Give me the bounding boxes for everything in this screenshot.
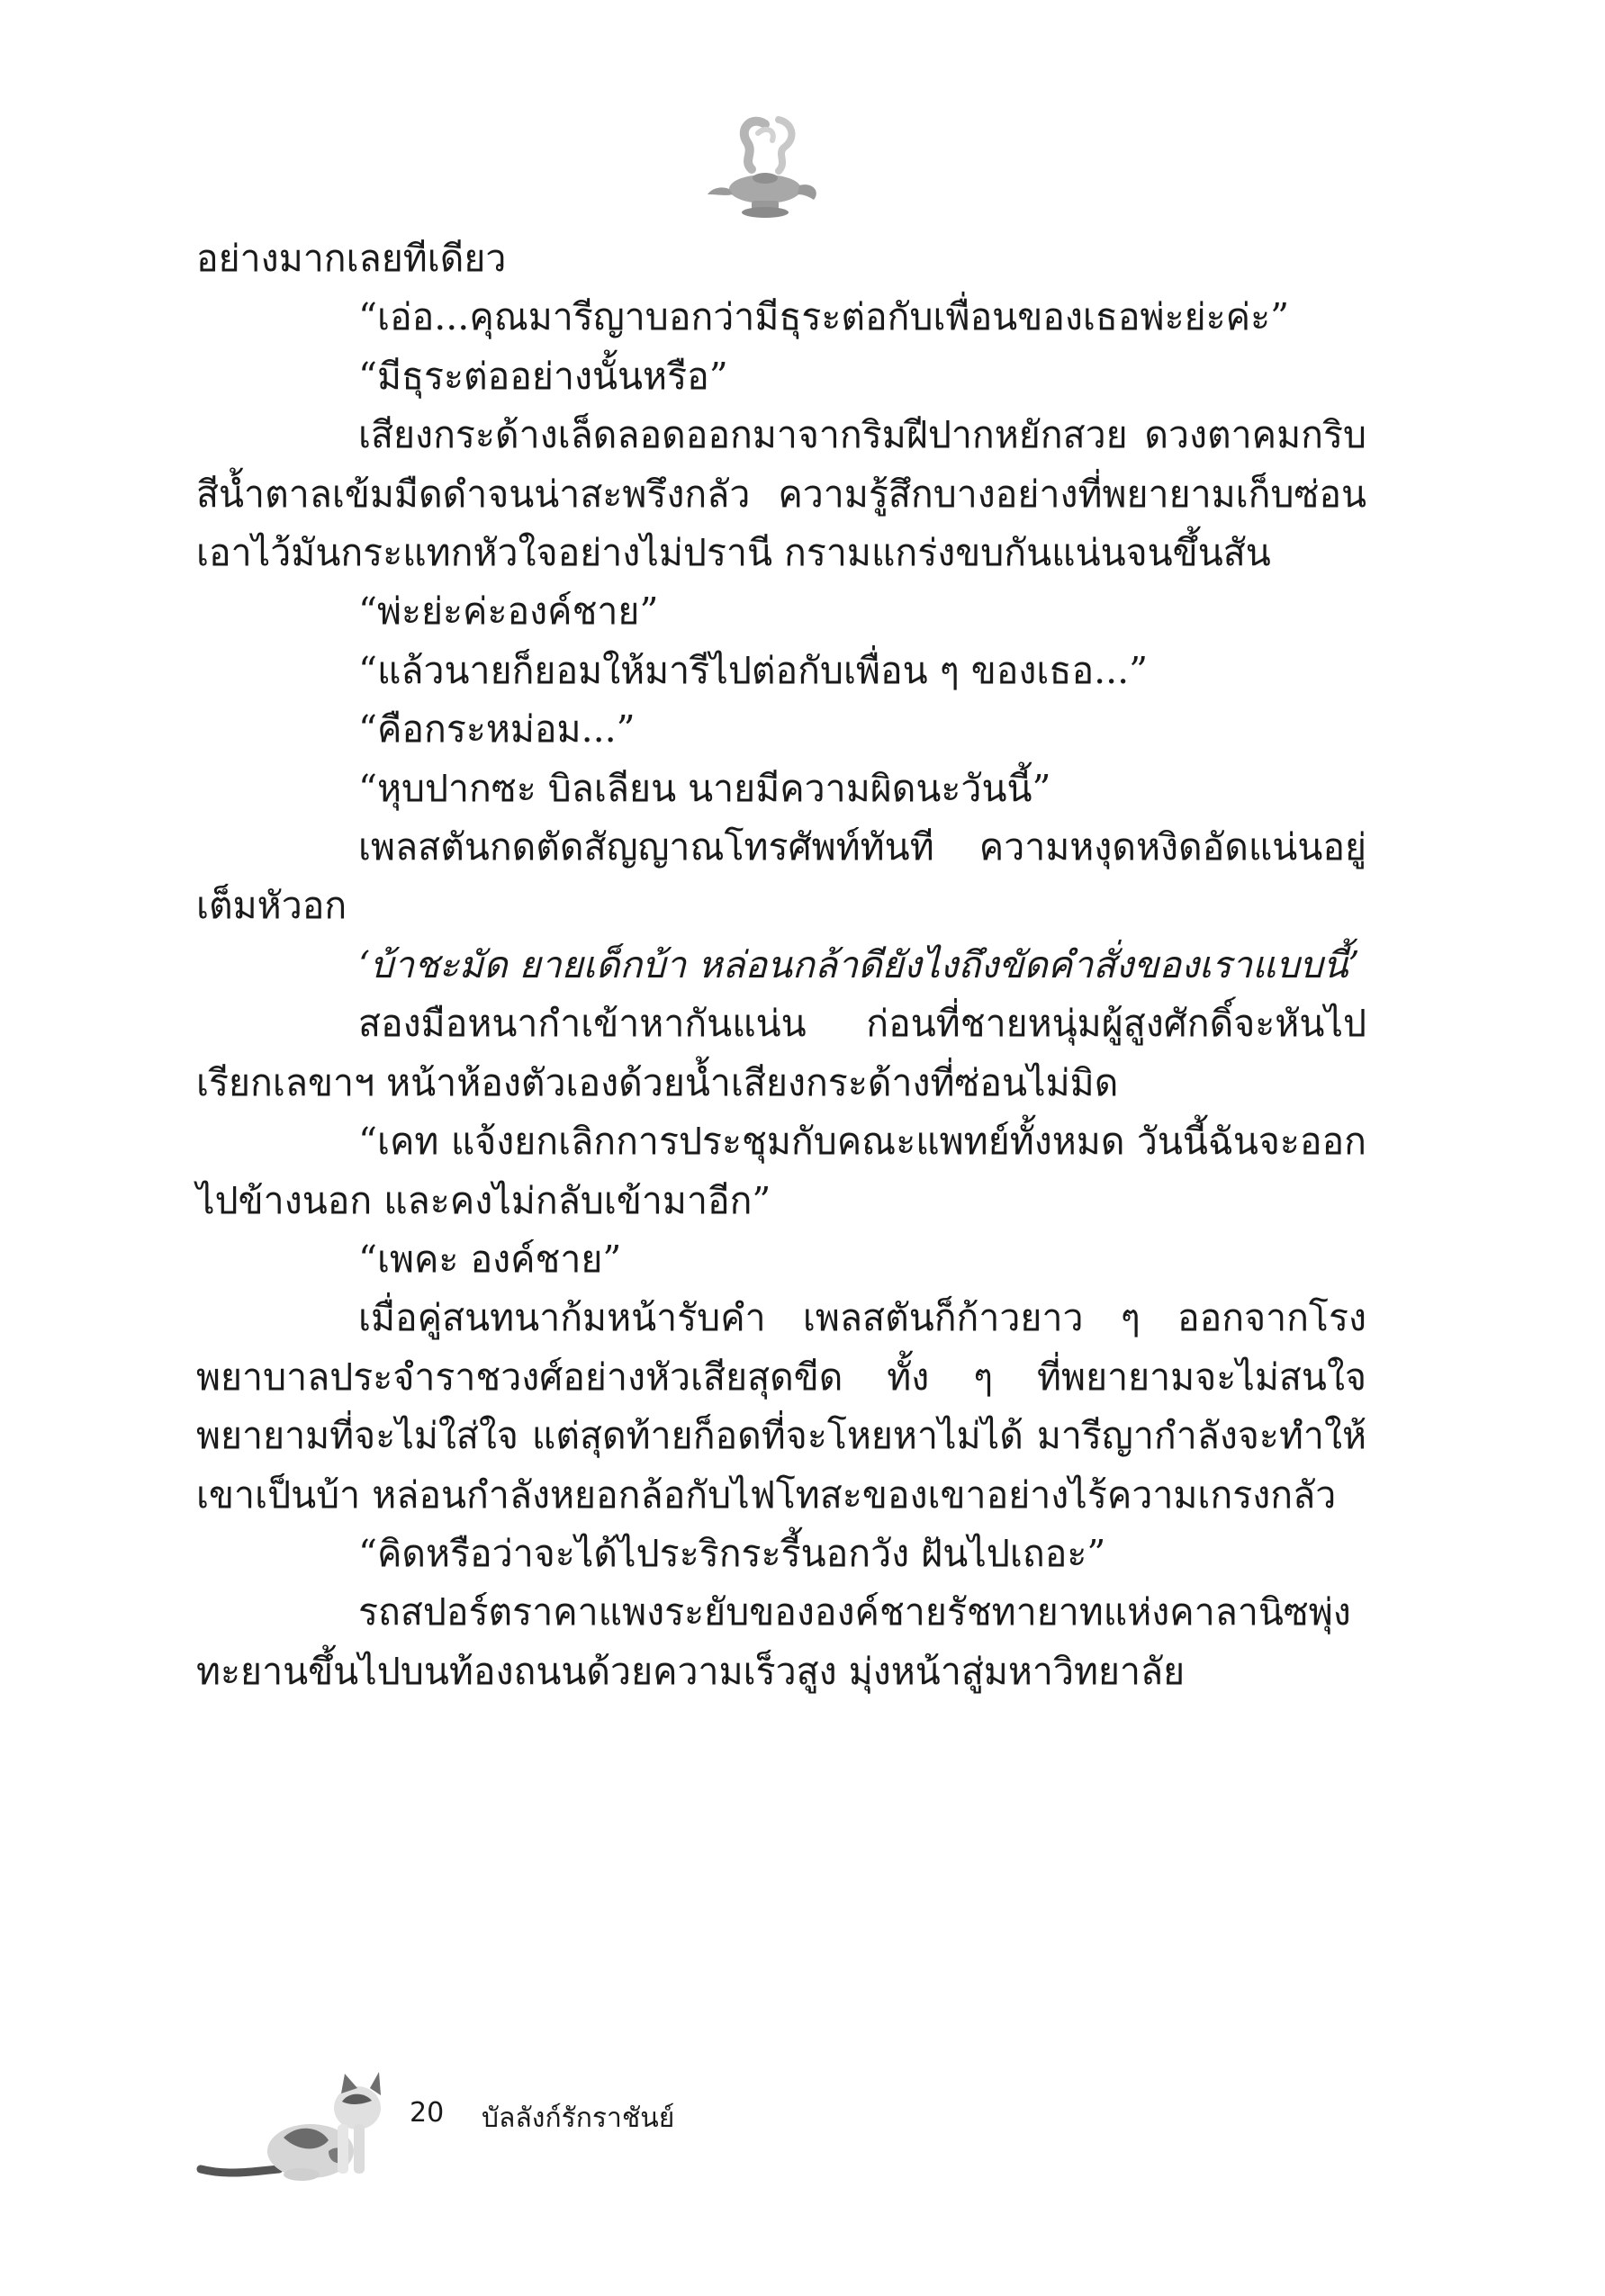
paragraph-14: เมื่อคู่สนทนาก้มหน้ารับคำ เพลสตันก็ก้าวยาว ๆ ออกจากโรงพยาบาลประจำราชวงศ์อย่างหัวเสียสุดขีด ทั้ง ๆ ที่พยายามจะไม่สนใจ พยายามที่จะไม่ใส่ใจ แต่สุดท้ายก็อดที่จะโหยหาไม่ได้ มารีญากำลังจะทำให้เขาเป็นบ้า หล่อนกำลังหยอกล้อกับไฟโทสะของเขาอย่างไร้ความเกรงกลัว (196, 1296, 1366, 1517)
paragraph-3: “มีธุระต่ออย่างนั้นหรือ” (358, 354, 728, 398)
paragraph-12: “เคท แจ้งยกเลิกการประชุมกับคณะแพทย์ทั้งหมด วันนี้ฉันจะออกไปข้างนอก และคงไม่กลับเข้ามาอีก” (196, 1120, 1366, 1222)
paragraph-1: อย่างมากเลยทีเดียว (196, 237, 507, 280)
paragraph-2: “เอ่อ...คุณมารีญาบอกว่ามีธุระต่อกับเพื่อนของเธอพ่ะย่ะค่ะ” (358, 295, 1290, 339)
paragraph-16: รถสปอร์ตราคาแพงระยับขององค์ชายรัชทายาทแห่งคาลานิซพุ่งทะยานขึ้นไปบนท้องถนนด้วยความเร็วสูง มุ่งหน้าสู่มหาวิทยาลัย (196, 1590, 1351, 1693)
cat-icon (194, 2061, 401, 2187)
genie-lamp-icon (702, 106, 828, 232)
paragraph-9: เพลสตันกดตัดสัญญาณโทรศัพท์ทันที ความหงุดหงิดอัดแน่นอยู่เต็มหัวอก (196, 825, 1366, 928)
paragraph-10-thought: ‘บ้าชะมัด ยายเด็กบ้า หล่อนกล้าดียังไงถึงขัดคำสั่งของเราแบบนี้’ (358, 942, 1360, 986)
paragraph-6: “แล้วนายก็ยอมให้มารีไปต่อกับเพื่อน ๆ ของเธอ...” (358, 648, 1149, 692)
paragraph-13: “เพคะ องค์ชาย” (358, 1237, 622, 1281)
paragraph-4: เสียงกระด้างเล็ดลอดออกมาจากริมฝีปากหยักสวย ดวงตาคมกริบสีน้ำตาลเข้มมืดดำจนน่าสะพรึงกลัว ความรู้สึกบางอย่างที่พยายามเก็บซ่อนเอาไว้มันกระแทกหัวใจอย่างไม่ปรานี กรามแกร่งขบกันแน่นจนขึ้นสัน (196, 413, 1366, 575)
paragraph-8: “หุบปากซะ บิลเลียน นายมีความผิดนะวันนี้” (358, 766, 1051, 810)
page-footer (194, 2061, 1004, 2196)
page-number: 20 (410, 2097, 445, 2129)
paragraph-11: สองมือหนากำเข้าหากันแน่น ก่อนที่ชายหนุ่มผู้สูงศักดิ์จะหันไปเรียกเลขาฯ หน้าห้องตัวเองด้วยน้ำเสียงกระด้างที่ซ่อนไม่มิด (196, 1002, 1366, 1104)
paragraph-7: “คือกระหม่อม...” (358, 707, 636, 752)
paragraph-15: “คิดหรือว่าจะได้ไประริกระรี้นอกวัง ฝันไปเถอะ” (358, 1531, 1106, 1575)
book-title: บัลลังก์รักราชันย์ (482, 2102, 675, 2134)
paragraph-5: “พ่ะย่ะค่ะองค์ชาย” (358, 590, 659, 634)
body-text (196, 230, 1366, 1701)
